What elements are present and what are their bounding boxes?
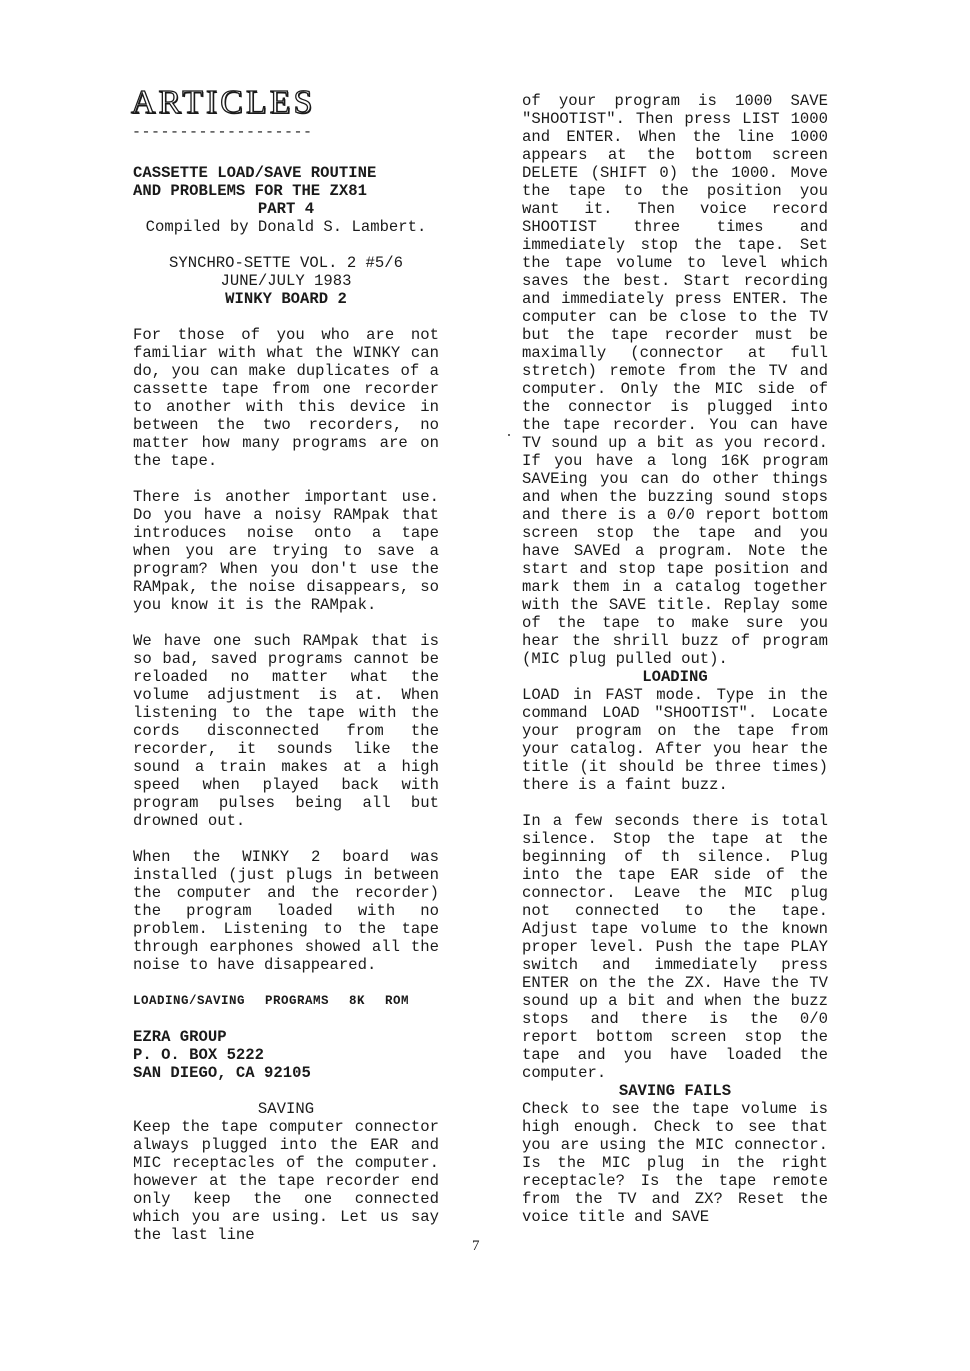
article-source [133,254,439,308]
paragraph: There is another important use. Do you have a noisy RAMpak that introduces noise onto a tape when you are trying to save a program? When you don't use the RAMpak, the noise disappears, so you know it is the RAMpak. [133,488,439,614]
source-line-3: WINKY BOARD 2 [225,290,347,308]
paragraph: When the WINKY 2 board was installed (just plugs in between the computer and the recorder) the program loaded with no problem. Listening to the tape through earphones showed all the noise to have disappeared. [133,848,439,974]
paragraph: We have one such RAMpak that is so bad, saved programs cannot be reloaded no matter what the volume adjustment is at. When listening to the tape with the cords disconnected from the recorder, it sounds like the sound a train makes at a high speed when played back with program pulses being all but drowned out. [133,632,439,830]
source-line-1: SYNCHRO-SETTE VOL. 2 #5/6 [169,254,403,272]
paragraph: Check to see the tape volume is high enough. Check to see that you are using the MIC connector. Is the MIC plug in the right receptacle? Is the tape remote from the TV and ZX? Reset the voice title and SAVE [522,1100,828,1226]
address-line-1: EZRA GROUP [133,1028,227,1046]
article-title-line-3: PART 4 [257,200,315,218]
source-line-2: JUNE/JULY 1983 [220,272,352,290]
stray-mark [508,434,510,436]
loading-saving-heading: LOADING/SAVING PROGRAMS 8K ROM [133,994,410,1008]
left-column [133,164,439,1244]
article-byline: Compiled by Donald S. Lambert. [145,218,427,236]
paragraph: of your program is 1000 SAVE "SHOOTIST". Then press LIST 1000 and ENTER. When the line 1000 appears at the bottom screen DELETE (SHIFT 0) the 1000. Move the tape to the position you want it. Then voice record SHOOTIST three times and immediately stop the tape. Set the tape volume to level which saves the best. Start recording and immediately press ENTER. The computer can be close to the TV but the tape recorder must be maximally (connector at full stretch) remote from the TV and computer. Only the MIC side of the connector is plugged into the tape recorder. You can have TV sound up a bit as you record. If you have a long 16K program SAVEing you can do other things and when the buzzing sound stops and there is a 0/0 report bottom screen stop the tape and you have SAVEd a program. Note the start and stop tape position and mark them in a catalog together with the SAVE title. Replay some of the tape to make sure you hear the shrill buzz of program (MIC plug pulled out). [522,92,828,668]
right-column [522,92,828,1226]
paragraph: In a few seconds there is total silence. Stop the tape at the beginning of th silence. Plug into the tape EAR side of the connector. Leave the MIC plug not connected to the tape. Adjust tape volume to the known proper level. Push the tape PLAY switch and immediately press ENTER on the the ZX. Have the TV sound up a bit and when the buzz stops and there is the 0/0 report bottom screen stop the tape and you have loaded the computer. [522,812,828,1082]
article-title-line-1: CASSETTE LOAD/SAVE ROUTINE [133,164,377,182]
page-number: 7 [472,1238,480,1254]
address-line-3: SAN DIEGO, CA 92105 [133,1064,311,1082]
paragraph: LOAD in FAST mode. Type in the command LOAD "SHOOTIST". Locate your program on the tape from your catalog. After you hear the title (it should be three times) there is a faint buzz. [522,686,828,794]
saving-heading: SAVING [257,1100,315,1118]
saving-fails-heading: SAVING FAILS [618,1082,732,1100]
paragraph: Keep the tape computer connector always plugged into the EAR and MIC receptacles of the computer. however at the tape recorder end only keep the one connected which you are using. Let us say the last line [133,1118,439,1244]
article-heading [133,164,439,236]
address-line-2: P. O. BOX 5222 [133,1046,265,1064]
section-title: ARTICLES [131,84,316,121]
title-underline: ------------------- [132,124,313,141]
paragraph: For those of you who are not familiar with what the WINKY can do, you can make duplicates of a cassette tape from one recorder to another with this device in between the two recorders, no matter how many programs are on the tape. [133,326,439,470]
loading-heading: LOADING [642,668,708,686]
article-title-line-2: AND PROBLEMS FOR THE ZX81 [133,182,367,200]
